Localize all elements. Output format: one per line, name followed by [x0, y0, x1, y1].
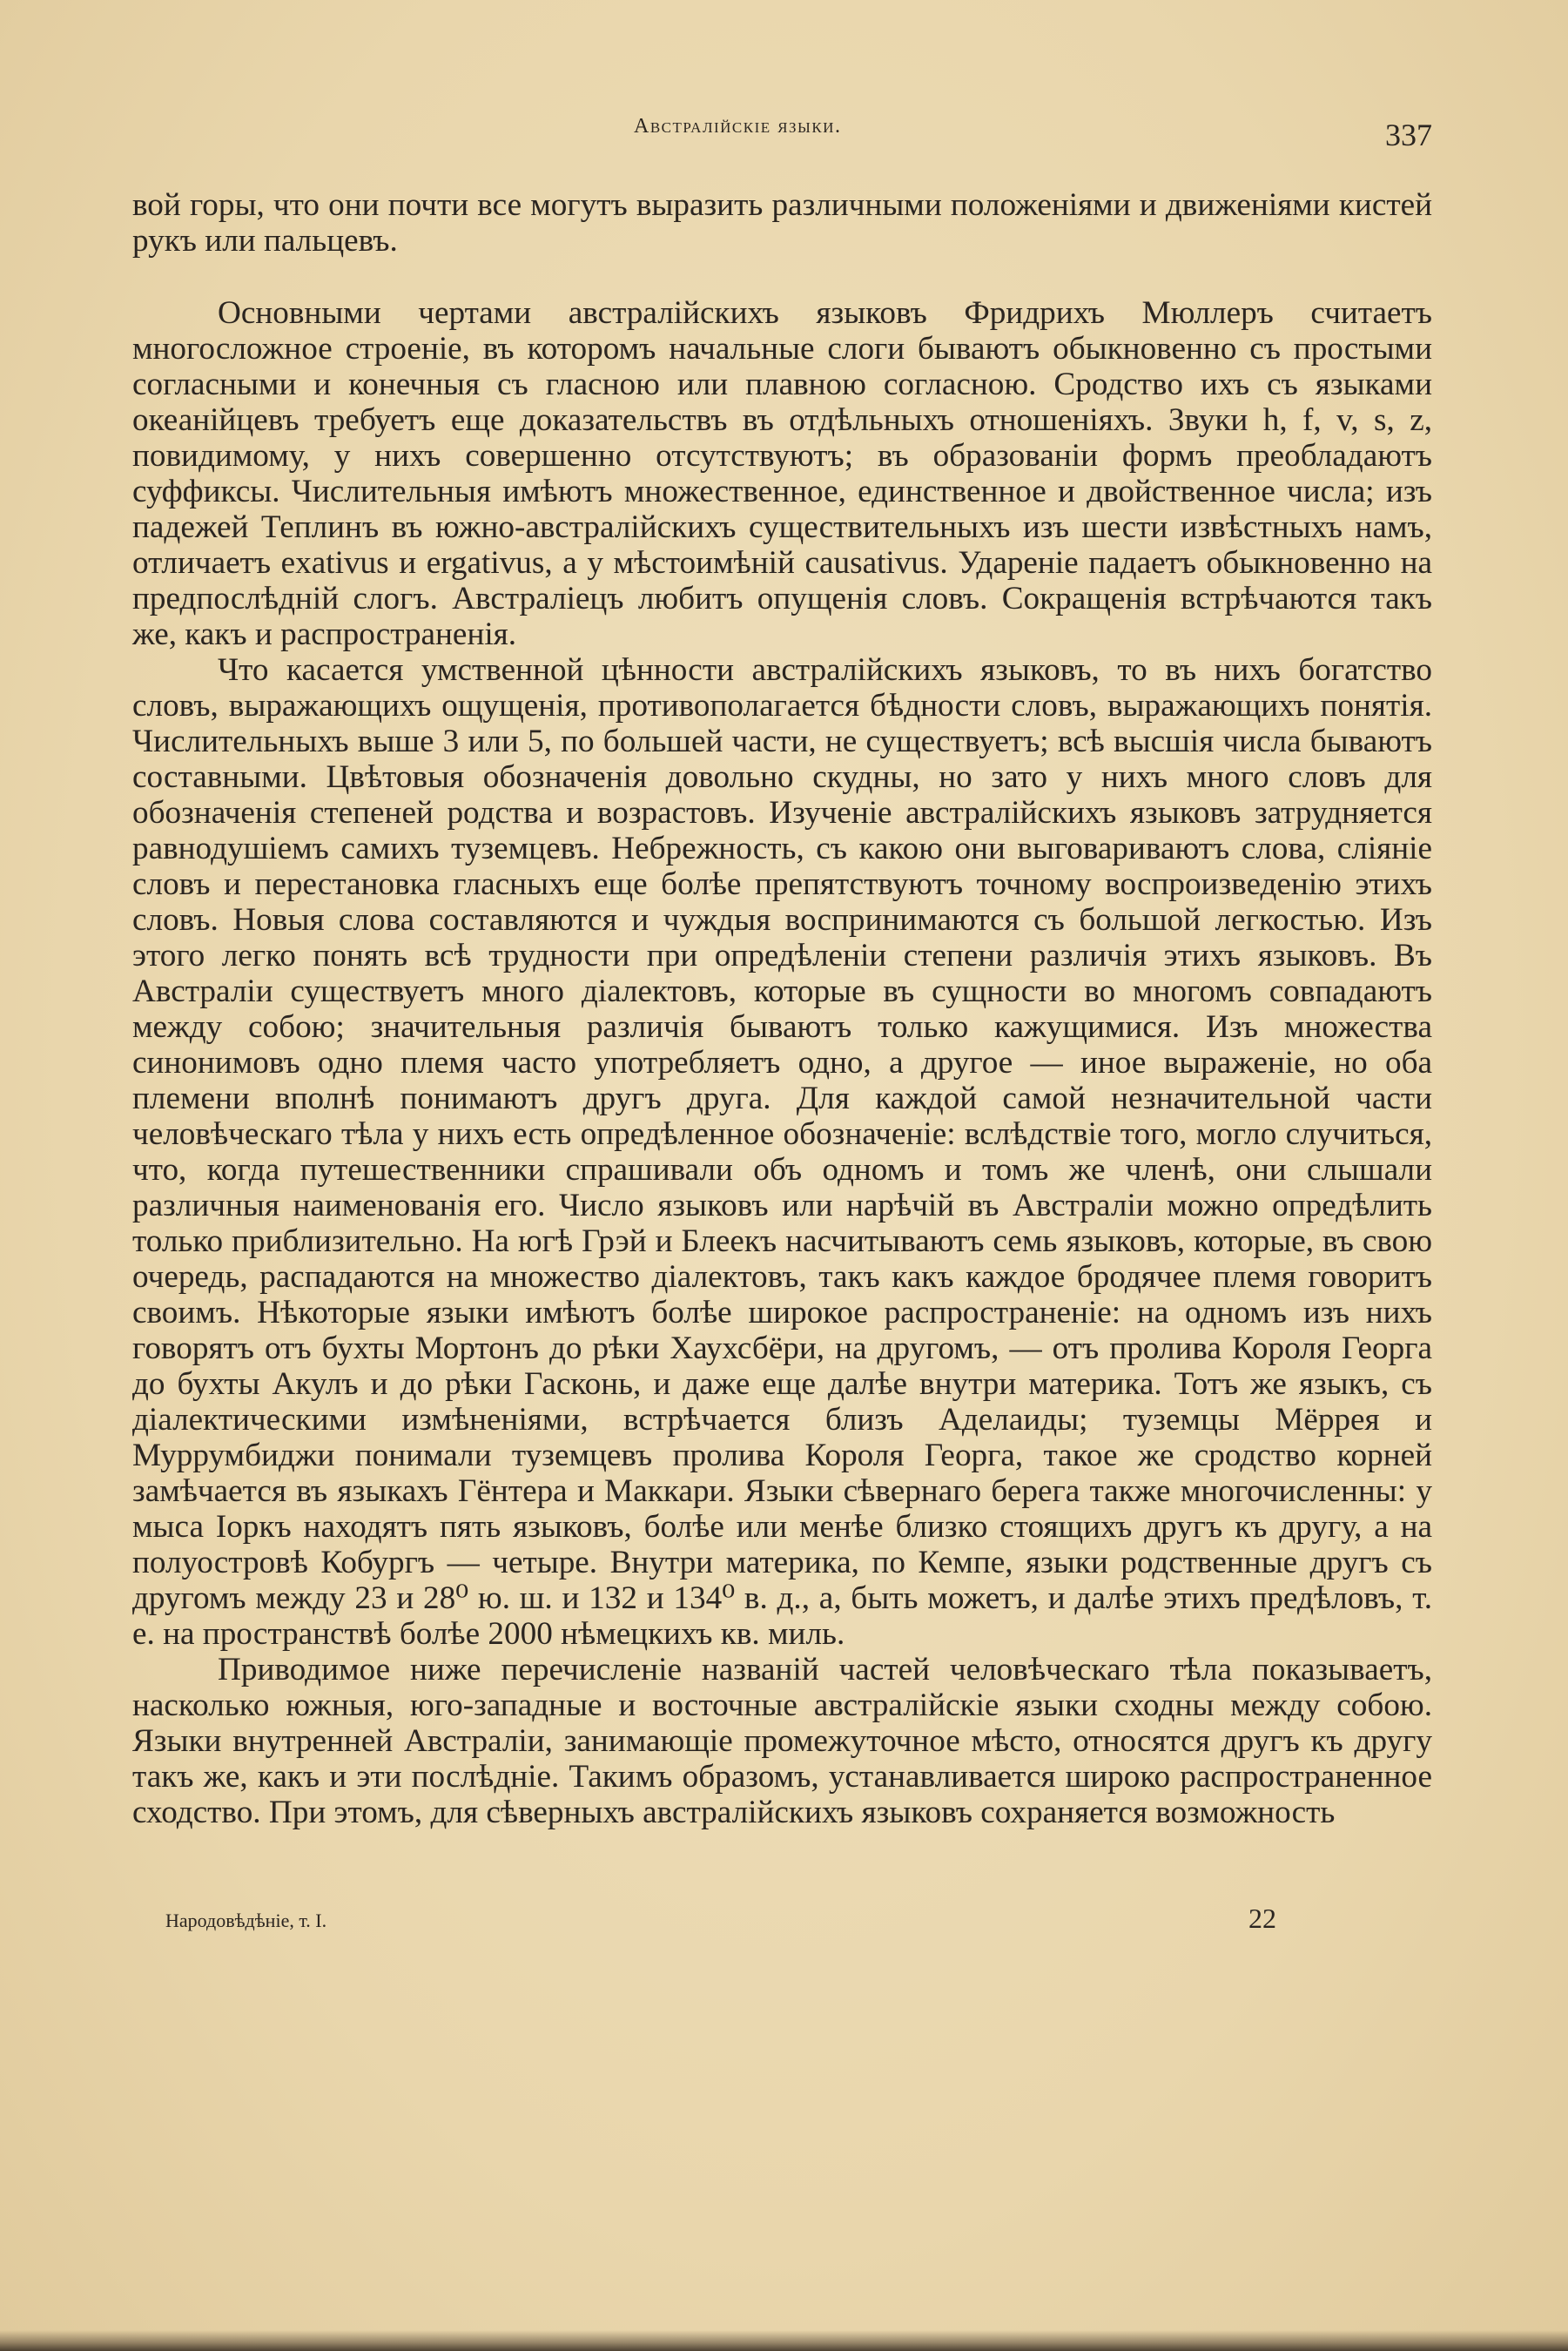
running-head: Австралійскіе языки.	[634, 115, 842, 138]
paragraph-language-features: Основными чертами австралійскихъ языковъ Фридрихъ Мюллеръ считаетъ многосложное строеніе, въ которомъ начальные слоги бываютъ обыкновенно съ простыми согласными и конечныя съ гласною или плавною согласною. Сродство ихъ съ языками океанійцевъ требуетъ еще доказательствъ въ отдѣльныхъ отношеніяхъ. Звуки h, f, v, s, z, повидимому, у нихъ совершенно отсутствуютъ; въ образованіи формъ преобладаютъ суффиксы. Числительныя имѣютъ множественное, единственное и двойственное числа; изъ падежей Теплинъ въ южно-австралійскихъ существительныхъ изъ шести извѣстныхъ намъ, отличаетъ exativus и ergativus, а у мѣстоимѣній causativus. Удареніе падаетъ обыкновенно на предпослѣдній слогъ. Австраліецъ любитъ опущенія словъ. Сокращенія встрѣчаются такъ же, какъ и распространенія.	[132, 295, 1432, 652]
footer-signature-mark: 22	[1248, 1903, 1276, 1934]
paragraph-language-value: Что касается умственной цѣнности австралійскихъ языковъ, то въ нихъ богатство словъ, выражающихъ ощущенія, противополагается бѣдности словъ, выражающихъ понятія. Числительныхъ выше 3 или 5, по большей части, не существуетъ; всѣ высшія числа бываютъ составными. Цвѣтовыя обозначенія довольно скудны, но зато у нихъ много словъ для обозначенія степеней родства и возрастовъ. Изученіе австралійскихъ языковъ затрудняется равнодушіемъ самихъ туземцевъ. Небрежность, съ какою они выговариваютъ слова, сліяніе словъ и перестановка гласныхъ еще болѣе препятствуютъ точному воспроизведенію этихъ словъ. Новыя слова составляются и чуждыя воспринимаются съ большой легкостью. Изъ этого легко понять всѣ трудности при опредѣленіи степени различія этихъ языковъ. Въ Австраліи существуетъ много діалектовъ, которые въ сущности во многомъ совпадаютъ между собою; значительныя различія бываютъ только кажущимися. Изъ множества синонимовъ одно племя часто употребляетъ одно, а другое — иное выраженіе, но оба племени вполнѣ понимаютъ другъ друга. Для каждой самой незначительной части человѣческаго тѣла у нихъ есть опредѣленное обозначеніе: вслѣдствіе того, могло случиться, что, когда путешественники спрашивали объ одномъ и томъ же членѣ, они слышали различныя наименованія его. Число языковъ или нарѣчій въ Австраліи можно опредѣлить только приблизительно. На югѣ Грэй и Блеекъ насчитываютъ семь языковъ, которые, въ свою очередь, распадаются на множество діалектовъ, такъ какъ каждое бродячее племя говоритъ своимъ. Нѣкоторые языки имѣютъ болѣе широкое распространеніе: на одномъ изъ нихъ говорятъ отъ бухты Мортонъ до рѣки Хаухсбёри, на другомъ, — отъ пролива Короля Георга до бухты Акулъ и до рѣки Гасконь, и даже еще далѣе внутри материка. Тотъ же языкъ, съ діалектическими измѣненіями, встрѣчается близъ Аделаиды; туземцы Мёррея и Муррумбиджи понимали туземцевъ пролива Короля Георга, такое же сродство корней замѣчается въ языкахъ Гёнтера и Маккари. Языки сѣвернаго берега также многочисленны: у мыса Іоркъ находятъ пять языковъ, болѣе или менѣе близко стоящихъ другъ къ другу, а на полуостровѣ Кобургъ — четыре. Внутри материка, по Кемпе, языки родственные другъ съ другомъ между 23 и 28⁰ ю. ш. и 132 и 134⁰ в. д., а, быть можетъ, и далѣе этихъ предѣловъ, т. е. на пространствѣ болѣе 2000 нѣмецкихъ кв. миль.	[132, 652, 1432, 1652]
body-text	[132, 187, 1432, 1830]
paragraph-continuation: вой горы, что они почти все могутъ выразить различными положеніями и движеніями кистей рукъ или пальцевъ.	[132, 187, 1432, 259]
paragraph-body-parts-intro: Приводимое ниже перечисленіе названій частей человѣческаго тѣла показываетъ, насколько южныя, юго-западные и восточные австралійскіе языки сходны между собою. Языки внутренней Австраліи, занимающіе промежуточное мѣсто, относятся другъ къ другу такъ же, какъ и эти послѣдніе. Такимъ образомъ, устанавливается широко распространенное сходство. При этомъ, для сѣверныхъ австралійскихъ языковъ сохраняется возможность	[132, 1652, 1432, 1830]
page-edge-shadow	[0, 2330, 1568, 2351]
page-number: 337	[1385, 118, 1432, 152]
footer-signature: Народовѣдѣніе, т. I.	[165, 1910, 327, 1931]
